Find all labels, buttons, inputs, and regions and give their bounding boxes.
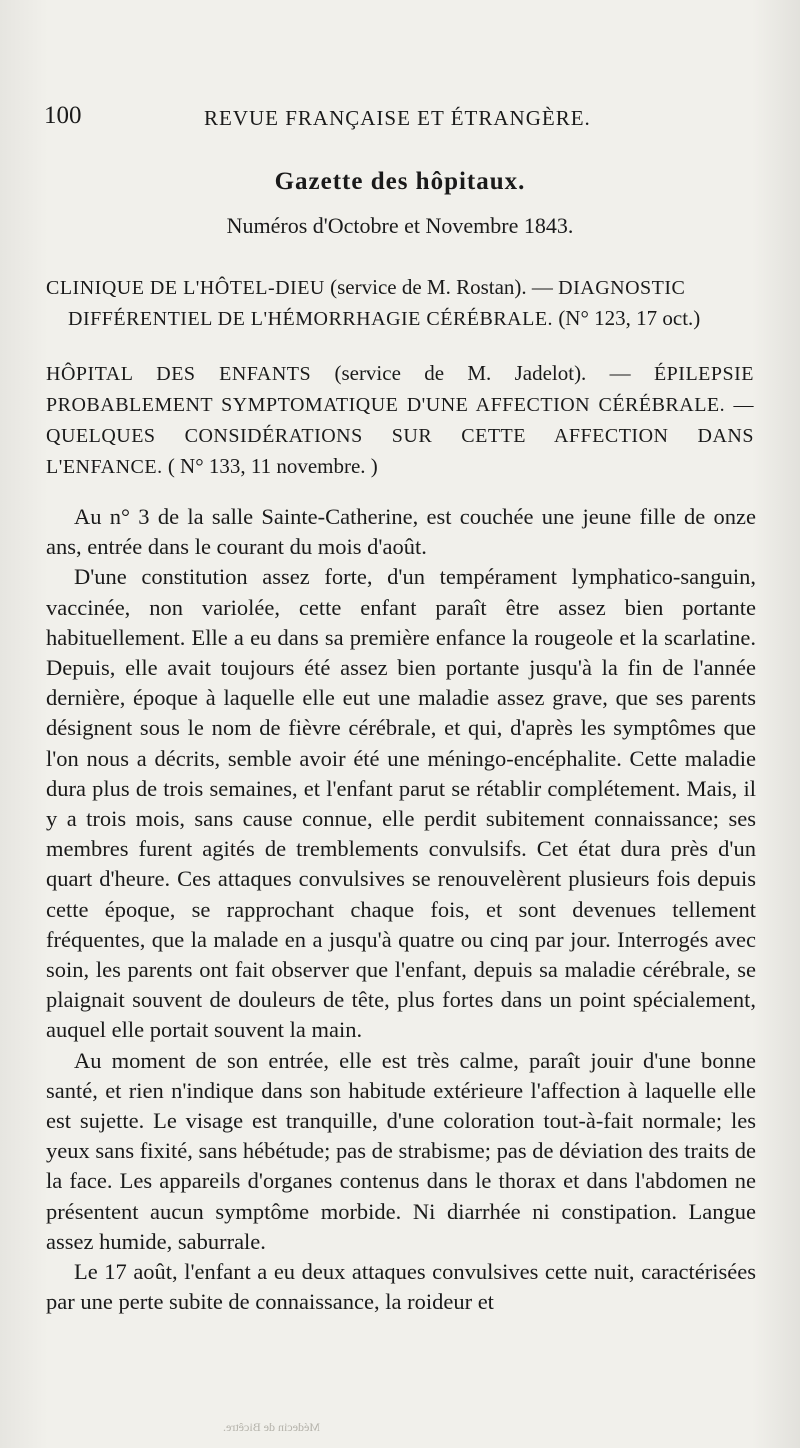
clinic-entry-hopital-enfants bbox=[46, 358, 754, 482]
paragraph: Le 17 août, l'enfant a eu deux attaques convulsives cette nuit, caractérisées par une perte subite de connaissance, la roideur et bbox=[46, 1259, 756, 1315]
case-title: DIAGNOSTIC bbox=[558, 277, 686, 299]
paragraph: Au n° 3 de la salle Sainte-Catherine, est couchée une jeune fille de onze ans, entrée dans le courant du mois d'août. bbox=[46, 504, 756, 560]
entry-line bbox=[46, 303, 754, 334]
running-title: REVUE FRANÇAISE ET ÉTRANGÈRE. bbox=[204, 106, 591, 130]
paragraph: D'une constitution assez forte, d'un tempérament lymphatico-sanguin, vaccinée, non variolée, cette enfant paraît être assez bien portante habituellement. Elle a eu dans sa première enfance la rougeole et la scarlatine. Depuis, elle avait toujours été assez bien portante jusqu'à la fin de l'année dernière, époque à laquelle elle eut une maladie assez grave, que ses parents désignent sous le nom de fièvre cérébrale, et qui, d'après les symptômes que l'on nous a décrits, semble avoir été une méningo-encéphalite. Cette maladie dura plus de trois semaines, et l'enfant parut se rétablir complétement. Mais, il y a trois mois, sans cause connue, elle perdit subitement connaissance; ses membres furent agités de tremblements convulsifs. Cet état dura près d'un quart d'heure. Ces attaques convulsives se renouvelèrent plusieurs fois depuis cette époque, se rapprochant chaque fois, et sont devenues tellement fréquentes, que la malade en a jusqu'à quatre ou cinq par jour. Interrogés avec soin, les parents ont fait observer que l'enfant, depuis sa maladie cérébrale, se plaignait souvent de douleurs de tête, plus fortes dans un point spécialement, auquel elle portait souvent la main. bbox=[46, 564, 756, 1043]
bleed-through-text: Médecin de Bicêtre. bbox=[223, 1420, 320, 1434]
clinic-entry-hotel-dieu bbox=[46, 272, 754, 334]
clinic-name: HÔPITAL DES ENFANTS bbox=[46, 363, 312, 385]
section-title: Gazette des hôpitaux. bbox=[274, 168, 526, 195]
service-note: (service de M. Jadelot). — bbox=[311, 361, 654, 385]
issue-ref: (N° 123, 17 oct.) bbox=[553, 306, 701, 330]
issue-ref: ( N° 133, 11 novembre. ) bbox=[162, 454, 378, 478]
page-number: 100 bbox=[44, 102, 82, 129]
clinic-name: CLINIQUE DE L'HÔTEL-DIEU bbox=[46, 277, 325, 299]
case-title: ÉPILEPSIE PROBABLEMENT SYMPTOMATIQUE D'UNE AFFECTION CÉRÉBRALE. — QUELQUES CONSIDÉRATIONS SUR CETTE AFFECTION DANS L'ENFANCE. bbox=[46, 363, 754, 478]
running-head bbox=[44, 102, 756, 138]
paragraph: Au moment de son entrée, elle est très calme, paraît jouir d'une bonne santé, et rien n'indique dans son habitude extérieure l'affection à laquelle elle est sujette. Le visage est tranquille, d'une coloration tout-à-fait normale; les yeux sans fixité, sans hébétude; pas de strabisme; pas de déviation des traits de la face. Les appareils d'organes contenus dans le thorax et dans l'abdomen ne présentent aucun symptôme morbide. Ni diarrhée ni constipation. Langue assez humide, saburrale. bbox=[46, 1047, 756, 1254]
issue-line: Numéros d'Octobre et Novembre 1843. bbox=[226, 213, 574, 238]
entry-line bbox=[46, 272, 754, 303]
case-title-cont: DIFFÉRENTIEL DE L'HÉMORRHAGIE CÉRÉBRALE. bbox=[68, 308, 554, 330]
service-note: (service de M. Rostan). — bbox=[324, 275, 559, 299]
article-body bbox=[46, 502, 756, 1317]
